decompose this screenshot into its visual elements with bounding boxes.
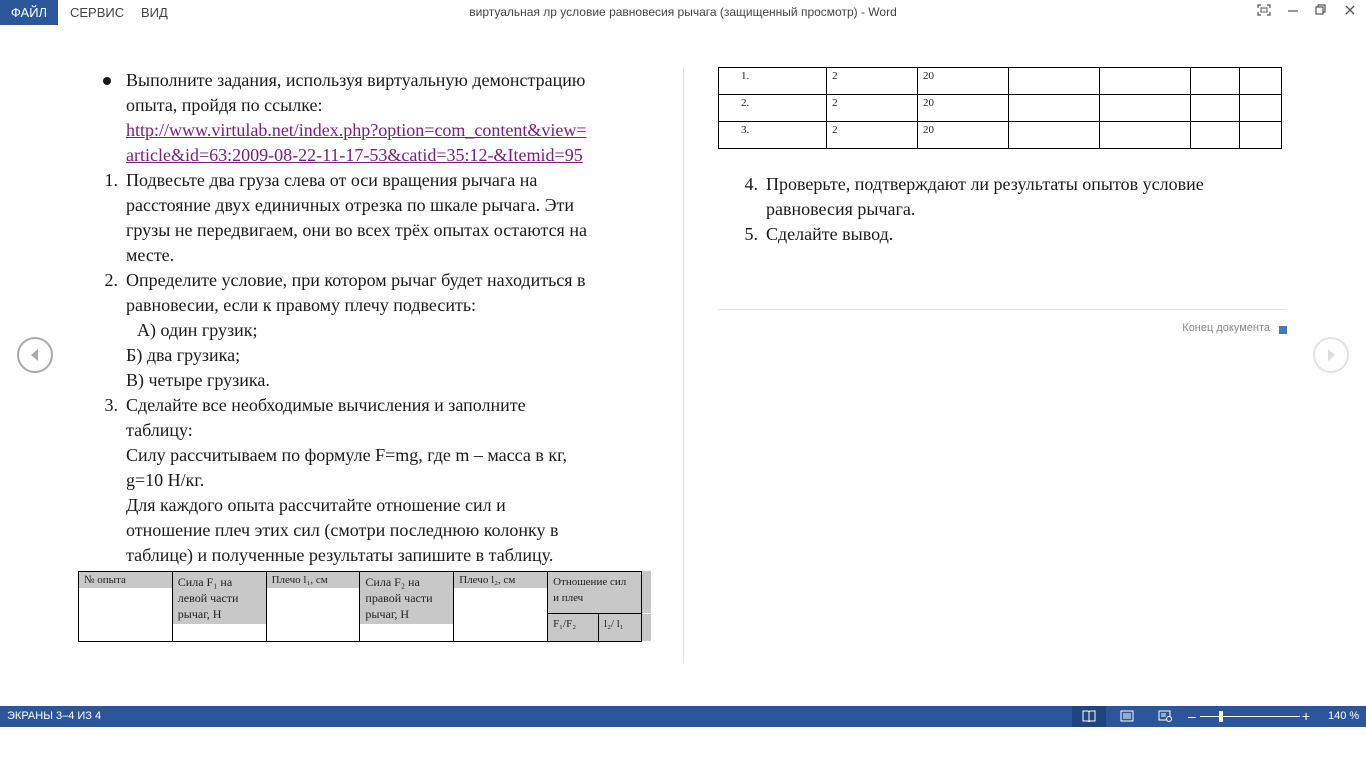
- menu-file[interactable]: ФАЙЛ: [0, 0, 58, 25]
- title-bar: [0, 0, 1366, 25]
- bullet-marker: [103, 77, 111, 85]
- text-line: Выполните задания, используя виртуальную демонстрацию: [126, 70, 586, 90]
- sub-option: Б) два грузика;: [126, 345, 241, 365]
- zoom-slider-thumb[interactable]: [1219, 711, 1223, 722]
- sub-option: А) один грузик;: [137, 320, 258, 340]
- text-line: отношение плеч этих сил (смотри последнюю колонку в: [126, 520, 559, 540]
- arrow-right-icon: [1324, 348, 1338, 362]
- text-line: g=10 Н/кг.: [126, 470, 205, 490]
- status-bar: [0, 706, 1366, 727]
- zoom-level[interactable]: 140 %: [1328, 710, 1360, 722]
- book-icon: [1082, 710, 1096, 722]
- text-line: Сделайте вывод.: [766, 224, 894, 244]
- table-shade-edge: [642, 614, 651, 641]
- header-force1: Сила F₁ на левой части рычаг, Н: [172, 572, 266, 642]
- header-ratio: Отношение сил и плеч: [548, 572, 642, 614]
- text-line: Силу рассчитываем по формуле F=mg, где m – масса в кг,: [126, 445, 567, 465]
- zoom-out-button[interactable]: –: [1188, 708, 1196, 724]
- text-line: равновесия рычага.: [766, 199, 916, 219]
- header-arm2: Плечо l₂, см: [454, 572, 548, 642]
- text-line: Для каждого опыта рассчитайте отношение сил и: [126, 495, 506, 515]
- results-table-header: [78, 571, 642, 642]
- web-page-icon: [1158, 710, 1172, 722]
- arrow-left-icon: [28, 348, 42, 362]
- text-line: Определите условие, при котором рычаг будет находиться в: [126, 270, 586, 290]
- read-mode-button[interactable]: [1072, 706, 1106, 727]
- print-layout-button[interactable]: [1110, 706, 1144, 727]
- page-divider: [683, 67, 684, 663]
- table-row: 1. 2 20: [719, 68, 1282, 95]
- end-of-document-label: Конец документа: [1182, 322, 1270, 334]
- minimize-icon[interactable]: [1283, 3, 1303, 21]
- text-line: равновесии, если к правому плечу подвесить:: [126, 295, 477, 315]
- text-line: Проверьте, подтверждают ли результаты опытов условие: [766, 174, 1204, 194]
- close-icon[interactable]: [1340, 3, 1360, 21]
- text-line: таблице) и полученные результаты запишите в таблицу.: [126, 545, 554, 565]
- table-row: 2. 2 20: [719, 95, 1282, 122]
- list-number: 3.: [104, 395, 118, 415]
- results-table-body: [718, 67, 1282, 149]
- list-number: 1.: [104, 170, 118, 190]
- end-marker-icon: [1279, 326, 1287, 334]
- header-experiment: № опыта: [79, 572, 173, 642]
- zoom-slider-track[interactable]: [1200, 716, 1300, 717]
- text-line: грузы не передвигаем, они во всех трёх опытах остаются на: [126, 220, 587, 240]
- header-arm1: Плечо l₁, см: [266, 572, 360, 642]
- table-shade-edge: [642, 571, 651, 613]
- page-icon: [1120, 710, 1134, 722]
- header-force2: Сила F₂ на правой части рычаг, Н: [360, 572, 454, 642]
- end-rule: [718, 309, 1287, 310]
- list-number: 4.: [744, 174, 758, 194]
- table-row: 3. 2 20: [719, 122, 1282, 149]
- zoom-in-button[interactable]: +: [1302, 708, 1311, 724]
- text-line: таблицу:: [126, 420, 193, 440]
- header-ratio-arm: l₂/ l₁: [599, 614, 642, 642]
- sub-option: В) четыре грузика.: [126, 370, 270, 390]
- text-line: Сделайте все необходимые вычисления и заполните: [126, 395, 526, 415]
- list-number: 5.: [744, 224, 758, 244]
- screen-count: ЭКРАНЫ 3–4 ИЗ 4: [7, 710, 102, 722]
- hyperlink[interactable]: article&id=63:2009-08-22-11-17-53&catid=35:12-&Itemid=95: [126, 145, 583, 165]
- fullscreen-icon[interactable]: [1254, 3, 1274, 21]
- menu-view[interactable]: ВИД: [141, 5, 168, 20]
- restore-icon[interactable]: [1311, 3, 1331, 21]
- text-line: расстояние двух единичных отрезка по шкале рычага. Эти: [126, 195, 575, 215]
- header-ratio-force: F₁/F₂: [548, 614, 599, 642]
- web-layout-button[interactable]: [1148, 706, 1182, 727]
- text-line: опыта, пройдя по ссылке:: [126, 95, 323, 115]
- window-title: виртуальная лр условие равновесия рычага (защищенный просмотр) - Word: [469, 5, 897, 19]
- list-number: 2.: [104, 270, 118, 290]
- text-line: Подвесьте два груза слева от оси вращения рычага на: [126, 170, 538, 190]
- text-line: месте.: [126, 245, 175, 265]
- menu-service[interactable]: СЕРВИС: [70, 5, 125, 20]
- next-screen-button[interactable]: [1313, 337, 1349, 373]
- previous-screen-button[interactable]: [17, 337, 53, 373]
- hyperlink[interactable]: http://www.virtulab.net/index.php?option=com_content&view=: [126, 120, 587, 140]
